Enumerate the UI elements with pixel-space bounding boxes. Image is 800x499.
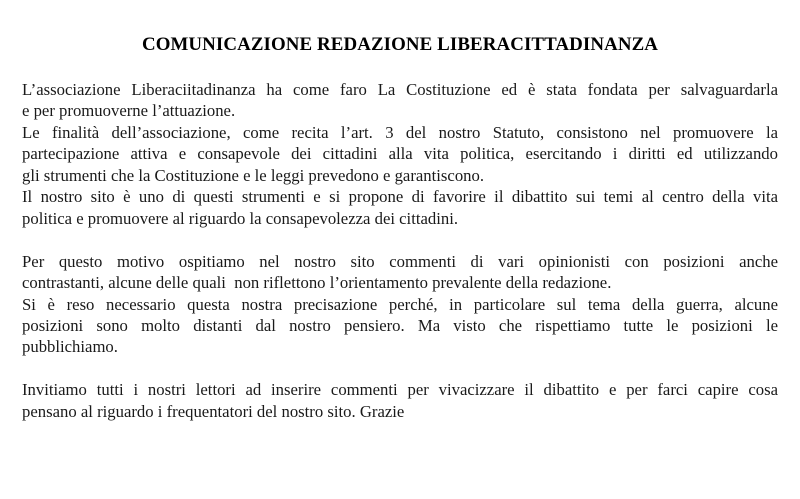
text-line: posizioni sono molto distanti dal nostro pensiero. Ma visto che rispettiamo tutte le posizioni le	[22, 315, 778, 335]
text-line: Per questo motivo ospitiamo nel nostro sito commenti di vari opinionisti con posizioni anche	[22, 251, 778, 271]
text-line: gli strumenti che la Costituzione e le leggi prevedono e garantiscono.	[22, 165, 485, 185]
text-line: politica e promuovere al riguardo la consapevolezza dei cittadini.	[22, 208, 459, 228]
text-line: contrastanti, alcune delle quali non riflettono l’orientamento prevalente della redazione.	[22, 273, 612, 293]
document-title: COMUNICAZIONE REDAZIONE LIBERACITTADINANZA	[141, 34, 659, 55]
text-line: Invitiamo tutti i nostri lettori ad inserire commenti per vivacizzare il dibattito e per farci capire cosa	[22, 380, 778, 400]
document-body	[22, 79, 778, 422]
text-line: L’associazione Liberaciitadinanza ha come faro La Costituzione ed è stata fondata per salvaguardarla	[22, 80, 778, 99]
text-line: pensano al riguardo i frequentatori del nostro sito. Grazie	[22, 401, 405, 421]
document-sheet	[0, 33, 800, 499]
text-line: Il nostro sito è uno di questi strumenti e si propone di favorire il dibattito sui temi al centro della vita	[22, 187, 778, 207]
paragraph-block	[22, 251, 778, 358]
paragraph-block	[22, 379, 778, 422]
text-line: Si è reso necessario questa nostra precisazione perché, in particolare sul tema della guerra, alcune	[22, 294, 778, 314]
text-line: pubblichiamo.	[22, 337, 118, 357]
paragraph-block	[22, 79, 778, 229]
text-line: Le finalità dell’associazione, come recita l’art. 3 del nostro Statuto, consistono nel promuovere la	[22, 122, 778, 142]
page	[0, 33, 800, 499]
text-line: e per promuoverne l’attuazione.	[22, 101, 236, 121]
text-line: partecipazione attiva e consapevole dei cittadini alla vita politica, esercitando i diritti ed utilizzando	[22, 144, 778, 164]
